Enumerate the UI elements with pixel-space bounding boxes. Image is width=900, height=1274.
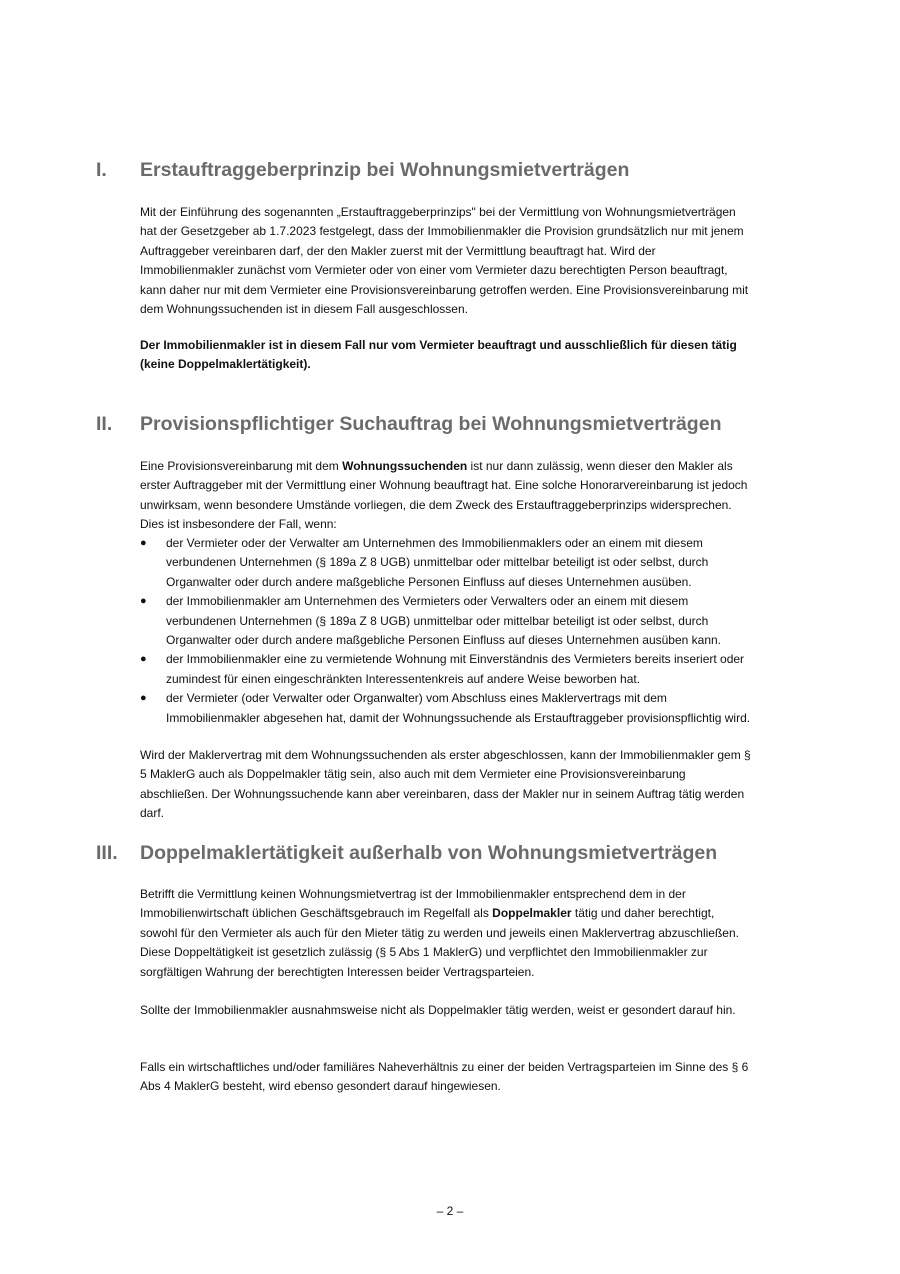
section-1-bold-statement: Der Immobilienmakler ist in diesem Fall nur vom Vermieter beauftragt und ausschließlich für diesen tätig (keine Doppelmaklertätigkeit). xyxy=(140,338,737,372)
section-2-p1-text-a: Eine Provisionsvereinbarung mit dem xyxy=(140,459,343,473)
conditions-list xyxy=(140,534,752,728)
section-3-paragraph-3: Falls ein wirtschaftliches und/oder familiäres Naheverhältnis zu einer der beiden Vertragsparteien im Sinne des § 6 Abs 4 MaklerG besteht, wird ebenso gesondert darauf hingewiesen. xyxy=(140,1060,749,1094)
section-3-p1-text-b: tätig und daher berechtigt, sowohl für den Vermieter als auch für den Mieter tätig zu werden und jeweils einen Maklervertrag abzuschließen. Diese Doppeltätigkeit ist gesetzlich zulässig (§ 5 Abs 1 MaklerG) und verpflichtet den Immobilienmakler zur sorgfältigen Wahrung der berechtigten Interessen beider Vertragsparteien. xyxy=(140,906,739,979)
section-1-title: Erstauftraggeberprinzip bei Wohnungsmietverträgen xyxy=(140,159,630,181)
bullet-icon: ● xyxy=(140,537,147,549)
doppelmakler-emphasis: Doppelmakler xyxy=(492,906,572,921)
section-2-paragraph-2: Wird der Maklervertrag mit dem Wohnungssuchenden als erster abgeschlossen, kann der Immobilienmakler gem § 5 MaklerG auch als Doppelmakler tätig sein, also auch mit dem Vermieter eine Provisionsvereinbarung abschließen. Der Wohnungssuchende kann aber vereinbaren, dass der Makler nur in seinem Auftrag tätig werden darf. xyxy=(140,748,751,821)
section-1-paragraph-1: Mit der Einführung des sogenannten „Erstauftraggeberprinzips" bei der Vermittlung von Wohnungsmietverträgen hat der Gesetzgeber ab 1.7.2023 festgelegt, dass der Immobilienmakler die Provision grundsätzlich nur mit jenem Auftraggeber vereinbaren darf, der den Makler zuerst mit der Vermittlung beauftragt hat. Wird der Immobilienmakler zunächst vom Vermieter oder von einer vom Vermieter dazu berechtigten Person beauftragt, kann daher nur mit dem Vermieter eine Provisionsvereinbarung getroffen werden. Eine Provisionsvereinbarung mit dem Wohnungssuchenden ist in diesem Fall ausgeschlossen. xyxy=(140,205,749,317)
list-item-text: der Immobilienmakler eine zu vermietende Wohnung mit Einverständnis des Vermieters bereits inseriert oder zumindest für einen eingeschränkten Interessentenkreis auf andere Weise beworben hat. xyxy=(166,652,745,686)
section-2-p1-text-b: ist nur dann zulässig, wenn dieser den Makler als erster Auftraggeber mit der Vermittlung einer Wohnung beauftragt hat. Eine solche Honorarvereinbarung ist jedoch unwirksam, wenn besondere Umstände vorliegen, die dem Zweck des Erstauftraggeberprinzips widersprechen. Dies ist insbesondere der Fall, wenn: xyxy=(140,459,748,532)
section-2-title: Provisionspflichtiger Suchauftrag bei Wohnungsmietverträgen xyxy=(140,413,722,435)
list-item xyxy=(140,534,752,592)
section-1-heading xyxy=(96,159,629,182)
section-3-paragraph-1 xyxy=(140,885,752,982)
wohnungssuchenden-emphasis: Wohnungssuchenden xyxy=(342,459,468,473)
section-2-paragraph-1 xyxy=(140,457,752,535)
section-3-number: III. xyxy=(96,842,118,864)
bullet-icon: ● xyxy=(140,692,147,705)
section-3-heading xyxy=(96,842,717,865)
section-2-number: II. xyxy=(96,413,113,435)
bullet-icon: ● xyxy=(140,653,147,666)
section-3-p1-text-a: Betrifft die Vermittlung keinen Wohnungsmietvertrag ist der Immobilienmakler entsprechend dem in der Immobilienwirtschaft üblichen Geschäftsgebrauch im Regelfall als xyxy=(140,887,686,921)
list-item-text: der Immobilienmakler am Unternehmen des Vermieters oder Verwalters oder an einem mit diesem verbundenen Unternehmen (§ 189a Z 8 UGB) unmittelbar oder mittelbar beteiligt ist oder selbst, durch Organwalter oder durch andere maßgebliche Personen Einfluss auf dieses Unternehmen ausüben kann. xyxy=(166,594,721,648)
list-item xyxy=(140,689,752,728)
section-2-heading xyxy=(96,413,721,436)
bullet-icon: ● xyxy=(140,595,147,608)
list-item xyxy=(140,650,752,689)
section-3-paragraph-2: Sollte der Immobilienmakler ausnahmsweise nicht als Doppelmakler tätig werden, weist er gesondert darauf hin. xyxy=(140,1003,736,1017)
list-item-text: der Vermieter (oder Verwalter oder Organwalter) vom Abschluss eines Maklervertrags mit dem Immobilienmakler abgesehen hat, damit der Wohnungssuchende als Erstauftraggeber provisionspflichtig wird. xyxy=(166,691,751,725)
section-1-paragraph-2 xyxy=(140,336,752,375)
section-1-number: I. xyxy=(96,159,107,181)
section-3-title: Doppelmaklertätigkeit außerhalb von Wohnungsmietverträgen xyxy=(140,842,718,864)
page-number: – 2 – xyxy=(436,1204,464,1218)
list-item xyxy=(140,592,752,650)
list-item-text: der Vermieter oder der Verwalter am Unternehmen des Immobilienmaklers oder an einem mit diesem verbundenen Unternehmen (§ 189a Z 8 UGB) unmittelbar oder mittelbar beteiligt ist oder selbst, durch Organwalter oder durch andere maßgebliche Personen Einfluss auf dieses Unternehmen ausüben. xyxy=(166,536,709,589)
